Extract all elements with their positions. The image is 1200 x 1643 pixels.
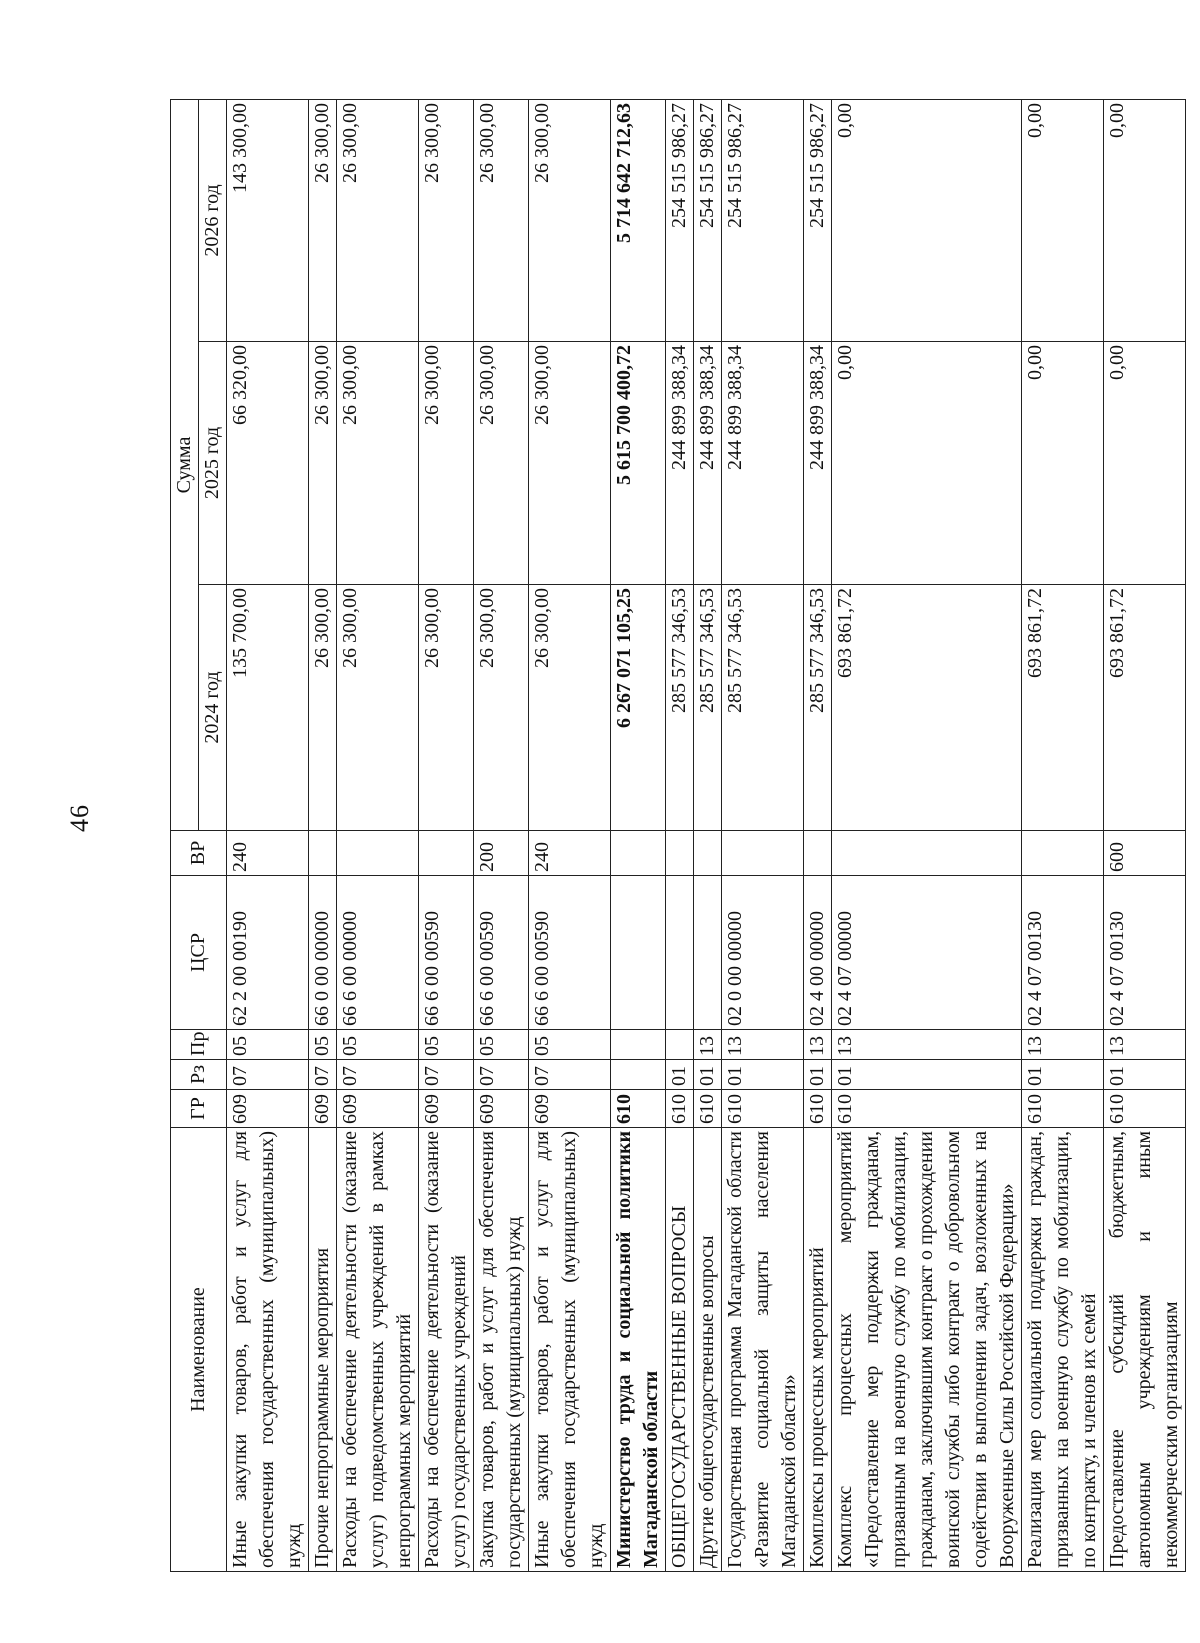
cell-pr: 05 <box>474 1030 529 1060</box>
cell-gr: 610 <box>722 1090 804 1128</box>
cell-vr: 240 <box>529 831 611 876</box>
cell-2024: 285 577 346,53 <box>804 585 832 831</box>
cell-rz: 07 <box>419 1060 474 1090</box>
cell-rz: 01 <box>1022 1060 1104 1090</box>
cell-pr: 13 <box>694 1030 722 1060</box>
cell-gr: 609 <box>474 1090 529 1128</box>
cell-csr: 66 6 00 00590 <box>474 876 529 1030</box>
cell-pr: 13 <box>722 1030 804 1060</box>
cell-pr <box>611 1030 666 1060</box>
cell-csr: 62 2 00 00190 <box>227 876 309 1030</box>
cell-2026: 26 300,00 <box>529 99 611 341</box>
cell-gr: 609 <box>309 1090 337 1128</box>
cell-2026: 254 515 986,27 <box>694 99 722 341</box>
header-rz: Рз <box>171 1060 227 1090</box>
cell-rz: 07 <box>337 1060 419 1090</box>
cell-gr: 609 <box>227 1090 309 1128</box>
cell-2025: 26 300,00 <box>309 342 337 585</box>
cell-2026: 0,00 <box>1022 99 1104 341</box>
cell-2026: 5 714 642 712,63 <box>611 99 666 341</box>
cell-2025: 244 899 388,34 <box>666 342 694 585</box>
table-row <box>337 99 419 1571</box>
cell-gr: 610 <box>804 1090 832 1128</box>
cell-2024: 693 861,72 <box>1022 585 1104 831</box>
cell-gr: 609 <box>529 1090 611 1128</box>
page-number: 46 <box>65 804 94 832</box>
cell-2024: 26 300,00 <box>309 585 337 831</box>
cell-csr: 02 0 00 00000 <box>722 876 804 1030</box>
table-row <box>832 99 1022 1571</box>
cell-vr <box>694 831 722 876</box>
cell-name: Закупка товаров, работ и услуг для обеспечения государственных (муниципальных) нужд <box>474 1128 529 1572</box>
cell-csr <box>666 876 694 1030</box>
cell-rz: 07 <box>227 1060 309 1090</box>
cell-2025: 66 320,00 <box>227 342 309 585</box>
cell-2024: 693 861,72 <box>1104 585 1186 831</box>
cell-2024: 285 577 346,53 <box>694 585 722 831</box>
cell-gr: 609 <box>419 1090 474 1128</box>
cell-vr <box>722 831 804 876</box>
cell-rz: 01 <box>694 1060 722 1090</box>
cell-2024: 285 577 346,53 <box>722 585 804 831</box>
cell-vr <box>666 831 694 876</box>
cell-pr <box>666 1030 694 1060</box>
cell-gr: 610 <box>694 1090 722 1128</box>
cell-vr <box>611 831 666 876</box>
header-sum: Сумма <box>171 99 199 830</box>
cell-2024: 26 300,00 <box>419 585 474 831</box>
cell-csr: 02 4 07 00000 <box>832 876 1022 1030</box>
cell-2024: 26 300,00 <box>474 585 529 831</box>
cell-gr: 609 <box>337 1090 419 1128</box>
table-body <box>227 99 1186 1571</box>
header-2026: 2026 год <box>199 99 227 341</box>
table-row <box>419 99 474 1571</box>
cell-vr <box>1022 831 1104 876</box>
table-row <box>666 99 694 1571</box>
cell-2026: 26 300,00 <box>309 99 337 341</box>
cell-vr: 240 <box>227 831 309 876</box>
cell-2026: 254 515 986,27 <box>722 99 804 341</box>
budget-table <box>170 99 1186 1572</box>
cell-vr <box>832 831 1022 876</box>
cell-vr: 600 <box>1104 831 1186 876</box>
cell-csr: 02 4 07 00130 <box>1022 876 1104 1030</box>
header-2025: 2025 год <box>199 342 227 585</box>
cell-2025: 0,00 <box>1104 342 1186 585</box>
cell-name: Предоставление субсидий бюджетным, автономным учреждениям и иным некоммерческим организациям <box>1104 1128 1186 1572</box>
header-pr: Пр <box>171 1030 227 1060</box>
cell-2026: 26 300,00 <box>419 99 474 341</box>
cell-2025: 26 300,00 <box>474 342 529 585</box>
cell-2025: 5 615 700 400,72 <box>611 342 666 585</box>
table-row <box>722 99 804 1571</box>
cell-pr: 13 <box>1022 1030 1104 1060</box>
cell-name: Иные закупки товаров, работ и услуг для обеспечения государственных (муниципальных) нужд <box>529 1128 611 1572</box>
cell-2024: 26 300,00 <box>529 585 611 831</box>
cell-rz <box>611 1060 666 1090</box>
cell-vr: 200 <box>474 831 529 876</box>
cell-rz: 01 <box>1104 1060 1186 1090</box>
cell-2024: 26 300,00 <box>337 585 419 831</box>
cell-csr: 02 4 07 00130 <box>1104 876 1186 1030</box>
cell-name: ОБЩЕГОСУДАРСТВЕННЫЕ ВОПРОСЫ <box>666 1128 694 1572</box>
cell-2026: 0,00 <box>1104 99 1186 341</box>
cell-vr <box>309 831 337 876</box>
cell-rz: 01 <box>804 1060 832 1090</box>
cell-csr: 66 6 00 00590 <box>529 876 611 1030</box>
table-row <box>529 99 611 1571</box>
cell-name: Расходы на обеспечение деятельности (оказание услуг) государственных учреждений <box>419 1128 474 1572</box>
cell-2025: 244 899 388,34 <box>722 342 804 585</box>
cell-2024: 6 267 071 105,25 <box>611 585 666 831</box>
cell-gr: 610 <box>1104 1090 1186 1128</box>
cell-2025: 26 300,00 <box>529 342 611 585</box>
cell-2025: 26 300,00 <box>419 342 474 585</box>
header-name: Наименование <box>171 1128 227 1572</box>
cell-2026: 0,00 <box>832 99 1022 341</box>
cell-csr: 66 6 00 00590 <box>419 876 474 1030</box>
cell-vr <box>804 831 832 876</box>
cell-gr: 610 <box>666 1090 694 1128</box>
cell-pr: 05 <box>337 1030 419 1060</box>
cell-name: Комплексы процессных мероприятий <box>804 1128 832 1572</box>
cell-2026: 26 300,00 <box>337 99 419 341</box>
cell-gr: 610 <box>611 1090 666 1128</box>
table-row <box>694 99 722 1571</box>
cell-2026: 254 515 986,27 <box>666 99 694 341</box>
rotated-page-content <box>170 100 1182 1572</box>
cell-pr: 05 <box>309 1030 337 1060</box>
table-row <box>474 99 529 1571</box>
cell-rz: 01 <box>666 1060 694 1090</box>
cell-pr: 05 <box>419 1030 474 1060</box>
cell-2024: 135 700,00 <box>227 585 309 831</box>
cell-2026: 143 300,00 <box>227 99 309 341</box>
header-2024: 2024 год <box>199 585 227 831</box>
cell-csr: 02 4 00 00000 <box>804 876 832 1030</box>
cell-pr: 05 <box>529 1030 611 1060</box>
cell-name: Реализация мер социальной поддержки граждан, призванных на военную службу по мобилизации, по контракту, и членов их семей <box>1022 1128 1104 1572</box>
table-row <box>1022 99 1104 1571</box>
cell-rz: 01 <box>722 1060 804 1090</box>
table-row <box>227 99 309 1571</box>
cell-2026: 26 300,00 <box>474 99 529 341</box>
header-csr: ЦСР <box>171 876 227 1030</box>
cell-name: Прочие непрограммные мероприятия <box>309 1128 337 1572</box>
cell-csr <box>694 876 722 1030</box>
table-header-row <box>171 99 199 1571</box>
cell-rz: 07 <box>529 1060 611 1090</box>
cell-pr: 13 <box>832 1030 1022 1060</box>
cell-name: Расходы на обеспечение деятельности (оказание услуг) подведомственных учреждений в рамках непрограммных мероприятий <box>337 1128 419 1572</box>
table-row <box>309 99 337 1571</box>
cell-csr: 66 6 00 00000 <box>337 876 419 1030</box>
cell-rz: 07 <box>474 1060 529 1090</box>
header-gr: ГР <box>171 1090 227 1128</box>
cell-csr: 66 0 00 00000 <box>309 876 337 1030</box>
cell-name: Государственная программа Магаданской области «Развитие социальной защиты населения Магаданской области» <box>722 1128 804 1572</box>
cell-gr: 610 <box>832 1090 1022 1128</box>
cell-name: Министерство труда и социальной политики Магаданской области <box>611 1128 666 1572</box>
cell-2024: 693 861,72 <box>832 585 1022 831</box>
cell-vr <box>337 831 419 876</box>
cell-2025: 244 899 388,34 <box>694 342 722 585</box>
cell-2025: 26 300,00 <box>337 342 419 585</box>
cell-2025: 0,00 <box>832 342 1022 585</box>
cell-rz: 07 <box>309 1060 337 1090</box>
header-vr: ВР <box>171 831 227 876</box>
cell-name: Иные закупки товаров, работ и услуг для обеспечения государственных (муниципальных) нужд <box>227 1128 309 1572</box>
cell-2025: 244 899 388,34 <box>804 342 832 585</box>
cell-pr: 13 <box>804 1030 832 1060</box>
cell-2026: 254 515 986,27 <box>804 99 832 341</box>
cell-gr: 610 <box>1022 1090 1104 1128</box>
table-row <box>611 99 666 1571</box>
cell-vr <box>419 831 474 876</box>
cell-pr: 13 <box>1104 1030 1186 1060</box>
cell-name: Комплекс процессных мероприятий «Предоставление мер поддержки гражданам, призванным на военную службу по мобилизации, гражданам, заключившим контракт о прохождении воинской службы либо контракт о добровольном содействии в выполнении задач, возложенных на Вооруженные Силы Российской Федерации» <box>832 1128 1022 1572</box>
table-row <box>804 99 832 1571</box>
table-row <box>1104 99 1186 1571</box>
cell-pr: 05 <box>227 1030 309 1060</box>
cell-2025: 0,00 <box>1022 342 1104 585</box>
cell-rz: 01 <box>832 1060 1022 1090</box>
cell-2024: 285 577 346,53 <box>666 585 694 831</box>
cell-csr <box>611 876 666 1030</box>
cell-name: Другие общегосударственные вопросы <box>694 1128 722 1572</box>
